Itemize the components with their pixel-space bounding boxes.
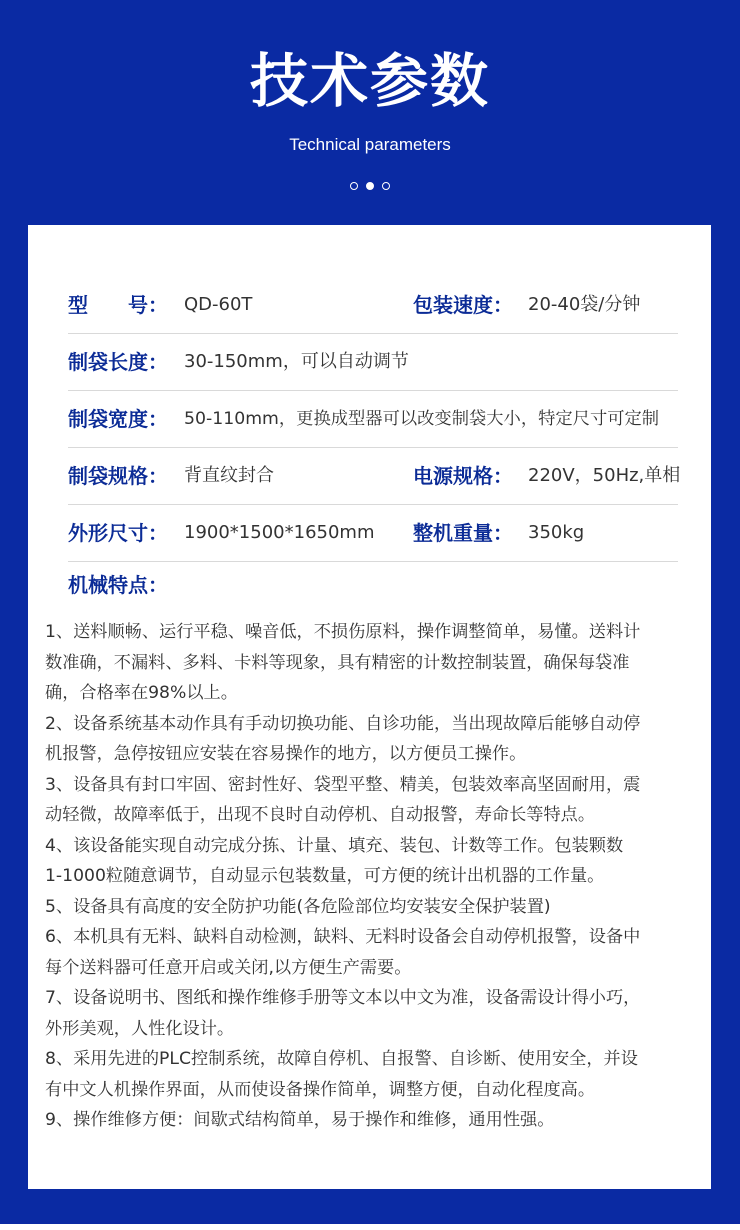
pager-dot[interactable]	[382, 182, 390, 190]
page-title: 技术参数	[249, 47, 490, 115]
feature-line: 外形美观，人性化设计。	[45, 1018, 235, 1039]
spec-value-power: 220V，50Hz,单相	[528, 465, 681, 486]
feature-line: 5、设备具有高度的安全防护功能(各危险部位均安装安全保护装置)	[45, 896, 551, 917]
page-subtitle: Technical parameters	[289, 135, 451, 154]
feature-line: 3、设备具有封口牢固、密封性好、袋型平整、精美，包装效率高坚固耐用，震	[45, 774, 641, 795]
feature-item	[45, 892, 690, 923]
bottom-strip	[0, 1224, 740, 1230]
feature-line: 4、该设备能实现自动完成分拣、计量、填充、装包、计数等工作。包装颗数	[45, 835, 624, 856]
spec-label-speed: 包装速度：	[413, 293, 513, 317]
spec-row-bag-width	[68, 391, 678, 448]
spec-label-model: 型 号：	[68, 293, 168, 317]
feature-item	[45, 983, 690, 1044]
pager-dot[interactable]	[350, 182, 358, 190]
feature-line: 2、设备系统基本动作具有手动切换功能、自诊功能，当出现故障后能够自动停	[45, 713, 641, 734]
feature-line: 9、操作维修方便：间歇式结构简单，易于操作和维修，通用性强。	[45, 1110, 555, 1130]
spec-row-bag-spec	[68, 448, 681, 505]
feature-item	[45, 1044, 690, 1105]
pager-dot-active[interactable]	[366, 182, 374, 190]
spec-value-model: QD-60T	[184, 294, 253, 315]
spec-value-bag-spec: 背直纹封合	[184, 465, 274, 486]
feature-line: 确，合格率在98%以上。	[45, 683, 238, 703]
spec-value-bag-width: 50-110mm，更换成型器可以改变制袋大小，特定尺寸可定制	[184, 409, 660, 429]
feature-item	[45, 922, 690, 983]
feature-line: 机报警，急停按钮应安装在容易操作的地方，以方便员工操作。	[45, 744, 527, 764]
feature-line: 每个送料器可任意开启或关闭,以方便生产需要。	[45, 957, 412, 978]
feature-item	[45, 709, 690, 770]
feature-line: 6、本机具有无料、缺料自动检测，缺料、无料时设备会自动停机报警，设备中	[45, 927, 641, 947]
spec-label-weight: 整机重量：	[413, 521, 513, 545]
spec-value-weight: 350kg	[528, 522, 585, 543]
feature-item	[45, 1105, 690, 1136]
feature-item	[45, 617, 690, 709]
header	[0, 0, 740, 225]
features-title: 机械特点：	[68, 573, 168, 597]
feature-line: 1-1000粒随意调节，自动显示包装数量，可方便的统计出机器的工作量。	[45, 866, 605, 886]
feature-line: 数准确，不漏料、多料、卡料等现象，具有精密的计数控制装置，确保每袋准	[45, 652, 630, 673]
feature-item	[45, 831, 690, 892]
features-list	[45, 617, 690, 1136]
feature-line: 8、采用先进的PLC控制系统，故障自停机、自报警、自诊断、使用安全，并设	[45, 1049, 638, 1069]
spec-label-bag-length: 制袋长度：	[68, 350, 168, 374]
feature-line: 7、设备说明书、图纸和操作维修手册等文本以中文为准，设备需设计得小巧，	[45, 988, 641, 1008]
spec-row-bag-length	[68, 334, 678, 391]
spec-value-speed: 20-40袋/分钟	[528, 294, 641, 315]
spec-row-dimensions	[68, 505, 678, 562]
spec-label-power: 电源规格：	[413, 464, 513, 488]
spec-value-dimensions: 1900*1500*1650mm	[184, 522, 375, 543]
spec-value-bag-length: 30-150mm，可以自动调节	[184, 351, 409, 372]
spec-label-bag-spec: 制袋规格：	[68, 464, 168, 488]
feature-line: 动轻微，故障率低于，出现不良时自动停机、自动报警，寿命长等特点。	[45, 805, 596, 825]
spec-label-bag-width: 制袋宽度：	[68, 407, 168, 431]
pager-dots	[0, 182, 740, 190]
feature-line: 有中文人机操作界面，从而使设备操作简单，调整方便，自动化程度高。	[45, 1079, 596, 1100]
feature-item	[45, 770, 690, 831]
spec-row-model	[68, 277, 678, 334]
feature-line: 1、送料顺畅、运行平稳、噪音低，不损伤原料，操作调整简单，易懂。送料计	[45, 622, 641, 642]
spec-label-dimensions: 外形尺寸：	[68, 521, 168, 545]
spec-card	[28, 225, 711, 1189]
